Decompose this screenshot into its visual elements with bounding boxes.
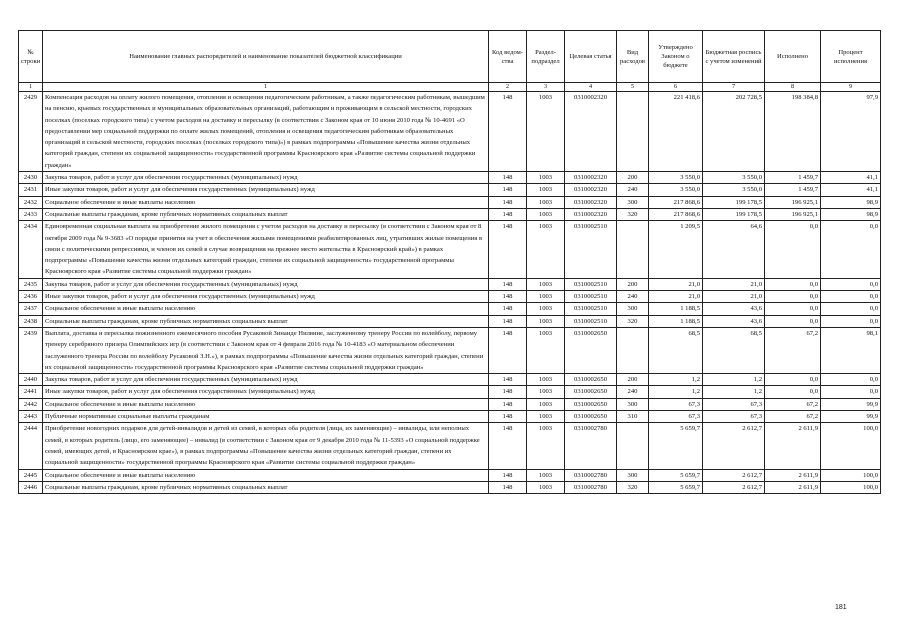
row-exp-type-cell xyxy=(617,221,649,278)
table-row xyxy=(19,278,881,290)
row-exp-type-cell: 320 xyxy=(617,315,649,327)
row-name-cell: Приобретение новогодних подарков для детей-инвалидов и детей из семей, в которых оба родителя (лица, их заменяющие) – инвалиды, или неполных семей, в которых родитель (лицо, его заменяющее) – инвалид (в соответствии с Законом края от 9 декабря 2010 года № 11-5393 «О социальной поддержке семей, имеющих детей, в Красноярском крае»), в рамках подпрограммы «Повышение качества жизни отдельных категорий граждан, степени их социальной защищенности» государственной программы Красноярского края «Развитие системы социальной поддержки граждан» xyxy=(43,423,489,469)
row-number-cell: 2431 xyxy=(19,184,43,196)
header-approved: Утверждено Законом о бюджете xyxy=(649,31,703,83)
row-number-cell: 2434 xyxy=(19,221,43,278)
row-executed-cell: 2 611,9 xyxy=(765,481,821,493)
table-row xyxy=(19,411,881,423)
row-number-cell: 2436 xyxy=(19,291,43,303)
col-number: 2 xyxy=(489,83,527,92)
row-number-cell: 2444 xyxy=(19,423,43,469)
row-dept-cell: 148 xyxy=(489,315,527,327)
row-percent-cell: 97,9 xyxy=(821,92,881,172)
row-executed-cell: 1 459,7 xyxy=(765,172,821,184)
row-exp-type-cell: 200 xyxy=(617,374,649,386)
table-body xyxy=(19,92,881,494)
row-exp-type-cell: 200 xyxy=(617,278,649,290)
row-budget-cell: 68,5 xyxy=(703,327,765,373)
row-executed-cell: 0,0 xyxy=(765,221,821,278)
table-row xyxy=(19,184,881,196)
row-target-cell: 0310002510 xyxy=(565,291,617,303)
row-percent-cell: 0,0 xyxy=(821,374,881,386)
row-budget-cell: 199 178,5 xyxy=(703,196,765,208)
row-number-cell: 2438 xyxy=(19,315,43,327)
row-name-cell: Закупка товаров, работ и услуг для обеспечения государственных (муниципальных) нужд xyxy=(43,278,489,290)
row-name-cell: Социальное обеспечение и иные выплаты населению xyxy=(43,196,489,208)
row-dept-cell: 148 xyxy=(489,411,527,423)
row-target-cell: 0310002320 xyxy=(565,92,617,172)
row-executed-cell: 1 459,7 xyxy=(765,184,821,196)
row-approved-cell: 1 188,5 xyxy=(649,303,703,315)
row-section-cell: 1003 xyxy=(527,278,565,290)
row-name-cell: Закупка товаров, работ и услуг для обеспечения государственных (муниципальных) нужд xyxy=(43,172,489,184)
row-exp-type-cell: 320 xyxy=(617,208,649,220)
row-executed-cell: 0,0 xyxy=(765,291,821,303)
table-row xyxy=(19,221,881,278)
row-percent-cell: 98,9 xyxy=(821,208,881,220)
row-executed-cell: 0,0 xyxy=(765,386,821,398)
row-executed-cell: 67,2 xyxy=(765,398,821,410)
row-target-cell: 0310002650 xyxy=(565,398,617,410)
row-target-cell: 0310002320 xyxy=(565,172,617,184)
row-exp-type-cell xyxy=(617,327,649,373)
row-name-cell: Компенсация расходов на оплату жилого помещения, отопления и освещения педагогическим работникам, а также педагогическим работникам, вышедшим на пенсию, краевых государственных и муниципальных образовательных организаций, работающим и проживающим в сельской местности, городских поселках (поселках городского типа) с учетом расходов на доставку и пересылку (в соответствии с Законом края от 10 июня 2010 года № 10-4691 «О предоставлении мер социальной поддержки по оплате жилых помещений, отопления и освещения педагогическим работникам образовательных организаций в сельской местности, городских поселках (поселках городского типа)») в рамках подпрограммы «Повышение качества жизни отдельных категорий граждан, степени их социальной защищенности» государственной программы Красноярского края «Развитие системы социальной поддержки граждан» xyxy=(43,92,489,172)
row-exp-type-cell: 300 xyxy=(617,398,649,410)
table-row xyxy=(19,398,881,410)
header-target: Целевая статья xyxy=(565,31,617,83)
row-exp-type-cell: 240 xyxy=(617,386,649,398)
table-row xyxy=(19,423,881,469)
row-number-cell: 2440 xyxy=(19,374,43,386)
row-target-cell: 0310002320 xyxy=(565,196,617,208)
row-section-cell: 1003 xyxy=(527,221,565,278)
row-name-cell: Закупка товаров, работ и услуг для обеспечения государственных (муниципальных) нужд xyxy=(43,374,489,386)
row-target-cell: 0310002650 xyxy=(565,327,617,373)
row-approved-cell: 5 659,7 xyxy=(649,481,703,493)
row-section-cell: 1003 xyxy=(527,291,565,303)
table-row xyxy=(19,374,881,386)
row-budget-cell: 2 612,7 xyxy=(703,423,765,469)
row-executed-cell: 0,0 xyxy=(765,315,821,327)
row-exp-type-cell: 310 xyxy=(617,411,649,423)
row-approved-cell: 1,2 xyxy=(649,374,703,386)
row-section-cell: 1003 xyxy=(527,481,565,493)
row-approved-cell: 1 209,5 xyxy=(649,221,703,278)
row-number-cell: 2446 xyxy=(19,481,43,493)
row-name-cell: Социальное обеспечение и иные выплаты населению xyxy=(43,469,489,481)
row-percent-cell: 0,0 xyxy=(821,315,881,327)
row-budget-cell: 199 178,5 xyxy=(703,208,765,220)
row-section-cell: 1003 xyxy=(527,303,565,315)
row-dept-cell: 148 xyxy=(489,196,527,208)
row-section-cell: 1003 xyxy=(527,374,565,386)
header-budget: Бюджетная роспись с учетом изменений xyxy=(703,31,765,83)
table-row xyxy=(19,172,881,184)
budget-execution-table-sheet xyxy=(18,30,880,494)
row-approved-cell: 5 659,7 xyxy=(649,469,703,481)
table-row xyxy=(19,315,881,327)
row-exp-type-cell: 300 xyxy=(617,196,649,208)
row-approved-cell: 3 550,0 xyxy=(649,184,703,196)
row-approved-cell: 67,3 xyxy=(649,411,703,423)
row-name-cell: Иные закупки товаров, работ и услуг для обеспечения государственных (муниципальных) нужд xyxy=(43,291,489,303)
row-executed-cell: 0,0 xyxy=(765,303,821,315)
row-percent-cell: 100,0 xyxy=(821,481,881,493)
row-target-cell: 0310002510 xyxy=(565,221,617,278)
row-approved-cell: 217 868,6 xyxy=(649,208,703,220)
row-exp-type-cell: 300 xyxy=(617,469,649,481)
table-row xyxy=(19,327,881,373)
row-section-cell: 1003 xyxy=(527,184,565,196)
row-dept-cell: 148 xyxy=(489,303,527,315)
row-number-cell: 2445 xyxy=(19,469,43,481)
row-number-cell: 2437 xyxy=(19,303,43,315)
row-name-cell: Социальные выплаты гражданам, кроме публичных нормативных социальных выплат xyxy=(43,481,489,493)
header-row xyxy=(19,31,881,83)
row-target-cell: 0310002780 xyxy=(565,469,617,481)
row-approved-cell: 68,5 xyxy=(649,327,703,373)
header-percent: Процент исполнения xyxy=(821,31,881,83)
row-budget-cell: 1,2 xyxy=(703,386,765,398)
row-exp-type-cell: 240 xyxy=(617,184,649,196)
row-dept-cell: 148 xyxy=(489,386,527,398)
row-dept-cell: 148 xyxy=(489,221,527,278)
row-executed-cell: 2 611,9 xyxy=(765,423,821,469)
table-row xyxy=(19,303,881,315)
row-name-cell: Иные закупки товаров, работ и услуг для обеспечения государственных (муниципальных) нужд xyxy=(43,184,489,196)
page-number: 181 xyxy=(835,604,847,611)
row-target-cell: 0310002510 xyxy=(565,303,617,315)
row-section-cell: 1003 xyxy=(527,196,565,208)
row-section-cell: 1003 xyxy=(527,172,565,184)
row-dept-cell: 148 xyxy=(489,278,527,290)
col-number: 5 xyxy=(617,83,649,92)
row-approved-cell: 21,0 xyxy=(649,291,703,303)
row-target-cell: 0310002510 xyxy=(565,315,617,327)
col-number: 9 xyxy=(821,83,881,92)
row-executed-cell: 67,2 xyxy=(765,411,821,423)
row-name-cell: Выплата, доставка и пересылка пожизненного ежемесячного пособия Русаковой Зинаиде Нилвиие, заслуженному тренеру России по волейболу, первому тренеру серебряного призера Олимпийских игр (в соответствии с Законом края от 4 февраля 2016 года № 10-4183 «О материальном обеспечении заслуженного тренера России по волейболу Русаковой З.Н.»), в рамках подпрограммы «Повышение качества жизни отдельных категорий граждан, степени их социальной защищенности» государственной программы Красноярского края «Развитие системы социальной поддержки граждан» xyxy=(43,327,489,373)
col-number: 8 xyxy=(765,83,821,92)
budget-table xyxy=(18,30,881,494)
row-budget-cell: 3 550,0 xyxy=(703,172,765,184)
row-approved-cell: 221 418,6 xyxy=(649,92,703,172)
header-dept: Код ведом-ства xyxy=(489,31,527,83)
row-approved-cell: 1 188,5 xyxy=(649,315,703,327)
row-exp-type-cell: 240 xyxy=(617,291,649,303)
row-percent-cell: 98,9 xyxy=(821,196,881,208)
row-dept-cell: 148 xyxy=(489,172,527,184)
row-budget-cell: 3 550,0 xyxy=(703,184,765,196)
row-section-cell: 1003 xyxy=(527,208,565,220)
row-executed-cell: 196 925,1 xyxy=(765,208,821,220)
row-executed-cell: 196 925,1 xyxy=(765,196,821,208)
row-target-cell: 0310002320 xyxy=(565,208,617,220)
row-dept-cell: 148 xyxy=(489,469,527,481)
col-number: 3 xyxy=(527,83,565,92)
row-section-cell: 1003 xyxy=(527,327,565,373)
header-executed: Исполнено xyxy=(765,31,821,83)
row-dept-cell: 148 xyxy=(489,398,527,410)
row-section-cell: 1003 xyxy=(527,423,565,469)
row-number-cell: 2443 xyxy=(19,411,43,423)
row-number-cell: 2442 xyxy=(19,398,43,410)
table-row xyxy=(19,92,881,172)
row-number-cell: 2432 xyxy=(19,196,43,208)
table-row xyxy=(19,386,881,398)
header-num: № строки xyxy=(19,31,43,83)
table-row xyxy=(19,469,881,481)
row-percent-cell: 0,0 xyxy=(821,386,881,398)
row-budget-cell: 2 612,7 xyxy=(703,481,765,493)
row-exp-type-cell: 320 xyxy=(617,481,649,493)
row-dept-cell: 148 xyxy=(489,374,527,386)
col-number: 6 xyxy=(649,83,703,92)
row-target-cell: 0310002650 xyxy=(565,411,617,423)
row-target-cell: 0310002650 xyxy=(565,386,617,398)
table-row xyxy=(19,481,881,493)
row-name-cell: Социальные выплаты гражданам, кроме публичных нормативных социальных выплат xyxy=(43,315,489,327)
table-row xyxy=(19,291,881,303)
row-executed-cell: 67,2 xyxy=(765,327,821,373)
row-budget-cell: 202 728,5 xyxy=(703,92,765,172)
row-budget-cell: 67,3 xyxy=(703,398,765,410)
row-dept-cell: 148 xyxy=(489,92,527,172)
row-section-cell: 1003 xyxy=(527,411,565,423)
row-dept-cell: 148 xyxy=(489,291,527,303)
row-target-cell: 0310002780 xyxy=(565,481,617,493)
row-executed-cell: 198 384,8 xyxy=(765,92,821,172)
table-row xyxy=(19,196,881,208)
row-name-cell: Социальные выплаты гражданам, кроме публичных нормативных социальных выплат xyxy=(43,208,489,220)
row-section-cell: 1003 xyxy=(527,315,565,327)
row-target-cell: 0310002510 xyxy=(565,278,617,290)
row-exp-type-cell: 300 xyxy=(617,303,649,315)
row-name-cell: Социальное обеспечение и иные выплаты населению xyxy=(43,398,489,410)
header-exp-type: Вид расходов xyxy=(617,31,649,83)
row-number-cell: 2429 xyxy=(19,92,43,172)
row-number-cell: 2433 xyxy=(19,208,43,220)
row-budget-cell: 21,0 xyxy=(703,278,765,290)
row-approved-cell: 67,3 xyxy=(649,398,703,410)
row-number-cell: 2439 xyxy=(19,327,43,373)
header-name: Наименование главных распорядителей и наименование показателей бюджетной классификации xyxy=(43,31,489,83)
header-section: Раздел-подраздел xyxy=(527,31,565,83)
row-executed-cell: 0,0 xyxy=(765,374,821,386)
row-dept-cell: 148 xyxy=(489,327,527,373)
row-percent-cell: 0,0 xyxy=(821,221,881,278)
column-number-row xyxy=(19,83,881,92)
row-approved-cell: 3 550,0 xyxy=(649,172,703,184)
row-percent-cell: 99,9 xyxy=(821,411,881,423)
row-budget-cell: 2 612,7 xyxy=(703,469,765,481)
col-number: 1 xyxy=(43,83,489,92)
row-percent-cell: 99,9 xyxy=(821,398,881,410)
row-target-cell: 0310002780 xyxy=(565,423,617,469)
col-number: 7 xyxy=(703,83,765,92)
row-budget-cell: 43,6 xyxy=(703,315,765,327)
row-section-cell: 1003 xyxy=(527,469,565,481)
row-dept-cell: 148 xyxy=(489,481,527,493)
row-approved-cell: 1,2 xyxy=(649,386,703,398)
row-name-cell: Иные закупки товаров, работ и услуг для обеспечения государственных (муниципальных) нужд xyxy=(43,386,489,398)
row-budget-cell: 1,2 xyxy=(703,374,765,386)
row-executed-cell: 2 611,9 xyxy=(765,469,821,481)
row-dept-cell: 148 xyxy=(489,423,527,469)
row-number-cell: 2430 xyxy=(19,172,43,184)
row-dept-cell: 148 xyxy=(489,208,527,220)
row-approved-cell: 5 659,7 xyxy=(649,423,703,469)
col-number: 4 xyxy=(565,83,617,92)
row-number-cell: 2435 xyxy=(19,278,43,290)
row-budget-cell: 21,0 xyxy=(703,291,765,303)
row-executed-cell: 0,0 xyxy=(765,278,821,290)
row-section-cell: 1003 xyxy=(527,92,565,172)
table-row xyxy=(19,208,881,220)
col-number: 1 xyxy=(19,83,43,92)
row-percent-cell: 0,0 xyxy=(821,291,881,303)
row-name-cell: Публичные нормативные социальные выплаты гражданам xyxy=(43,411,489,423)
row-section-cell: 1003 xyxy=(527,398,565,410)
row-exp-type-cell xyxy=(617,423,649,469)
row-percent-cell: 0,0 xyxy=(821,278,881,290)
row-exp-type-cell xyxy=(617,92,649,172)
row-dept-cell: 148 xyxy=(489,184,527,196)
row-percent-cell: 0,0 xyxy=(821,303,881,315)
row-number-cell: 2441 xyxy=(19,386,43,398)
row-percent-cell: 98,1 xyxy=(821,327,881,373)
row-percent-cell: 41,1 xyxy=(821,184,881,196)
row-budget-cell: 64,6 xyxy=(703,221,765,278)
row-name-cell: Социальное обеспечение и иные выплаты населению xyxy=(43,303,489,315)
row-approved-cell: 21,0 xyxy=(649,278,703,290)
row-percent-cell: 41,1 xyxy=(821,172,881,184)
row-name-cell: Единовременная социальная выплата на приобретение жилого помещения с учетом расходов на доставку и пересылку (в соответствии с Законом края от 8 октября 2009 года № 9-3683 «О порядке принятия на учет и обеспечения жилыми помещениями реабилитированных лиц, утративших жилые помещения в связи с политическими репрессиями, и членов их семей в случае возвращения на прежнее место жительства в Красноярский край») в рамках подпрограммы «Повышение качества жизни отдельных категорий граждан, степени их социальной защищенности» государственной программы Красноярского края «Развитие системы социальной поддержки граждан» xyxy=(43,221,489,278)
row-percent-cell: 100,0 xyxy=(821,423,881,469)
row-approved-cell: 217 868,6 xyxy=(649,196,703,208)
row-budget-cell: 67,3 xyxy=(703,411,765,423)
row-section-cell: 1003 xyxy=(527,386,565,398)
row-exp-type-cell: 200 xyxy=(617,172,649,184)
row-percent-cell: 100,0 xyxy=(821,469,881,481)
row-budget-cell: 43,6 xyxy=(703,303,765,315)
row-target-cell: 0310002320 xyxy=(565,184,617,196)
row-target-cell: 0310002650 xyxy=(565,374,617,386)
